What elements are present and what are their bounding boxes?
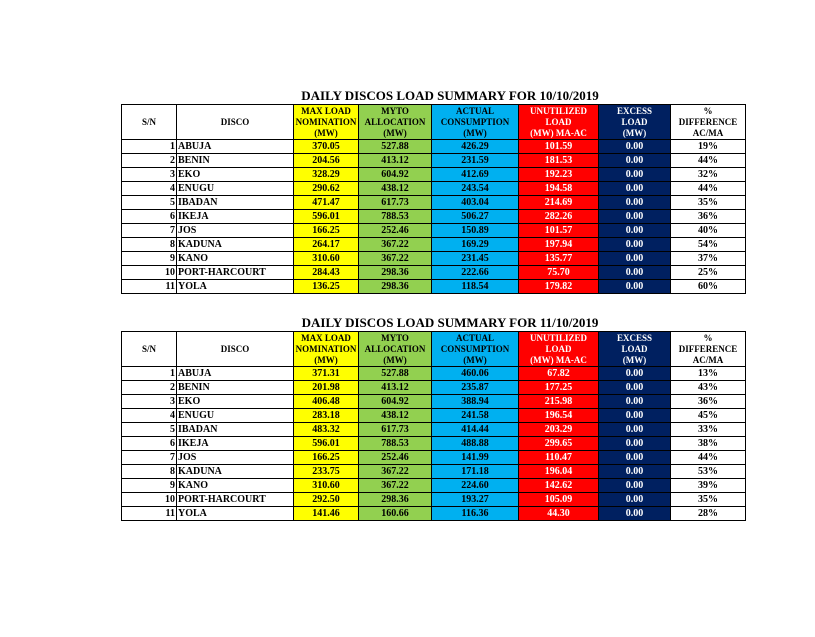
cell-disco: KADUNA [177, 465, 294, 479]
cell-max-load: 166.25 [294, 224, 359, 238]
cell-sn: 5 [122, 423, 177, 437]
cell-sn: 8 [122, 238, 177, 252]
cell-sn: 9 [122, 479, 177, 493]
load-summary-table [121, 104, 746, 294]
cell-myto: 604.92 [359, 395, 432, 409]
cell-max-load: 284.43 [294, 266, 359, 280]
cell-actual: 243.54 [432, 182, 519, 196]
cell-max-load: 292.50 [294, 493, 359, 507]
cell-max-load: 483.32 [294, 423, 359, 437]
cell-unutilized: 214.69 [519, 196, 599, 210]
cell-excess: 0.00 [599, 266, 671, 280]
cell-actual: 241.58 [432, 409, 519, 423]
cell-unutilized: 142.62 [519, 479, 599, 493]
cell-pct: 36% [671, 395, 746, 409]
cell-actual: 231.59 [432, 154, 519, 168]
cell-sn: 10 [122, 493, 177, 507]
cell-pct: 44% [671, 182, 746, 196]
table-row [122, 395, 746, 409]
cell-myto: 527.88 [359, 367, 432, 381]
cell-sn: 1 [122, 367, 177, 381]
header-actual: ACTUAL CONSUMPTION (MW) [432, 332, 519, 367]
cell-excess: 0.00 [599, 409, 671, 423]
header-row [122, 332, 746, 367]
cell-max-load: 310.60 [294, 479, 359, 493]
cell-max-load: 141.46 [294, 507, 359, 521]
cell-myto: 252.46 [359, 224, 432, 238]
summary-block-2 [121, 315, 745, 521]
cell-actual: 224.60 [432, 479, 519, 493]
header-actual: ACTUAL CONSUMPTION (MW) [432, 105, 519, 140]
cell-pct: 44% [671, 154, 746, 168]
cell-actual: 426.29 [432, 140, 519, 154]
cell-excess: 0.00 [599, 280, 671, 294]
cell-myto: 788.53 [359, 210, 432, 224]
table-row [122, 423, 746, 437]
cell-max-load: 204.56 [294, 154, 359, 168]
cell-myto: 604.92 [359, 168, 432, 182]
cell-myto: 298.36 [359, 266, 432, 280]
cell-unutilized: 135.77 [519, 252, 599, 266]
cell-sn: 7 [122, 224, 177, 238]
cell-myto: 252.46 [359, 451, 432, 465]
cell-actual: 412.69 [432, 168, 519, 182]
cell-excess: 0.00 [599, 465, 671, 479]
cell-disco: YOLA [177, 507, 294, 521]
cell-max-load: 596.01 [294, 210, 359, 224]
cell-myto: 413.12 [359, 154, 432, 168]
cell-unutilized: 105.09 [519, 493, 599, 507]
cell-pct: 25% [671, 266, 746, 280]
cell-max-load: 370.05 [294, 140, 359, 154]
cell-max-load: 290.62 [294, 182, 359, 196]
cell-actual: 171.18 [432, 465, 519, 479]
cell-unutilized: 192.23 [519, 168, 599, 182]
cell-excess: 0.00 [599, 224, 671, 238]
header-excess: EXCESS LOAD (MW) [599, 332, 671, 367]
cell-disco: KANO [177, 479, 294, 493]
cell-disco: IKEJA [177, 437, 294, 451]
cell-actual: 141.99 [432, 451, 519, 465]
cell-sn: 5 [122, 196, 177, 210]
cell-pct: 38% [671, 437, 746, 451]
cell-max-load: 166.25 [294, 451, 359, 465]
cell-excess: 0.00 [599, 451, 671, 465]
cell-disco: ENUGU [177, 409, 294, 423]
header-unutilized: UNUTILIZED LOAD (MW) MA-AC [519, 332, 599, 367]
header-excess: EXCESS LOAD (MW) [599, 105, 671, 140]
cell-excess: 0.00 [599, 381, 671, 395]
cell-unutilized: 179.82 [519, 280, 599, 294]
cell-excess: 0.00 [599, 507, 671, 521]
cell-pct: 28% [671, 507, 746, 521]
cell-actual: 222.66 [432, 266, 519, 280]
cell-pct: 43% [671, 381, 746, 395]
cell-myto: 413.12 [359, 381, 432, 395]
table-row [122, 266, 746, 280]
table-row [122, 465, 746, 479]
cell-myto: 367.22 [359, 252, 432, 266]
cell-sn: 7 [122, 451, 177, 465]
cell-myto: 438.12 [359, 182, 432, 196]
header-sn: S/N [122, 105, 177, 140]
cell-disco: JOS [177, 451, 294, 465]
cell-sn: 4 [122, 182, 177, 196]
cell-unutilized: 196.04 [519, 465, 599, 479]
table-row [122, 409, 746, 423]
table-row [122, 140, 746, 154]
cell-actual: 506.27 [432, 210, 519, 224]
cell-excess: 0.00 [599, 238, 671, 252]
cell-disco: BENIN [177, 154, 294, 168]
cell-myto: 788.53 [359, 437, 432, 451]
cell-pct: 19% [671, 140, 746, 154]
cell-sn: 11 [122, 507, 177, 521]
header-disco: DISCO [177, 332, 294, 367]
cell-actual: 388.94 [432, 395, 519, 409]
cell-sn: 3 [122, 395, 177, 409]
cell-pct: 39% [671, 479, 746, 493]
cell-pct: 37% [671, 252, 746, 266]
load-summary-table [121, 331, 746, 521]
cell-unutilized: 101.57 [519, 224, 599, 238]
header-max-load: MAX LOAD NOMINATION (MW) [294, 105, 359, 140]
table-row [122, 168, 746, 182]
cell-disco: PORT-HARCOURT [177, 266, 294, 280]
cell-pct: 44% [671, 451, 746, 465]
header-pct: % DIFFERENCE AC/MA [671, 105, 746, 140]
cell-disco: JOS [177, 224, 294, 238]
table-row [122, 507, 746, 521]
table-row [122, 182, 746, 196]
cell-sn: 8 [122, 465, 177, 479]
cell-actual: 414.44 [432, 423, 519, 437]
cell-actual: 235.87 [432, 381, 519, 395]
cell-myto: 617.73 [359, 196, 432, 210]
cell-sn: 2 [122, 381, 177, 395]
table-row [122, 196, 746, 210]
cell-excess: 0.00 [599, 395, 671, 409]
cell-excess: 0.00 [599, 196, 671, 210]
table-row [122, 381, 746, 395]
table-title: DAILY DISCOS LOAD SUMMARY FOR 11/10/2019 [301, 315, 599, 330]
cell-excess: 0.00 [599, 140, 671, 154]
cell-actual: 231.45 [432, 252, 519, 266]
cell-unutilized: 197.94 [519, 238, 599, 252]
cell-actual: 150.89 [432, 224, 519, 238]
cell-pct: 40% [671, 224, 746, 238]
cell-excess: 0.00 [599, 493, 671, 507]
cell-disco: IBADAN [177, 423, 294, 437]
cell-disco: EKO [177, 168, 294, 182]
cell-pct: 53% [671, 465, 746, 479]
cell-max-load: 264.17 [294, 238, 359, 252]
cell-myto: 160.66 [359, 507, 432, 521]
cell-unutilized: 177.25 [519, 381, 599, 395]
cell-pct: 35% [671, 196, 746, 210]
cell-actual: 116.36 [432, 507, 519, 521]
cell-unutilized: 282.26 [519, 210, 599, 224]
cell-max-load: 310.60 [294, 252, 359, 266]
cell-excess: 0.00 [599, 154, 671, 168]
table-row [122, 224, 746, 238]
cell-max-load: 406.48 [294, 395, 359, 409]
cell-max-load: 371.31 [294, 367, 359, 381]
cell-pct: 54% [671, 238, 746, 252]
table-row [122, 210, 746, 224]
cell-pct: 33% [671, 423, 746, 437]
cell-excess: 0.00 [599, 210, 671, 224]
cell-sn: 2 [122, 154, 177, 168]
cell-unutilized: 101.59 [519, 140, 599, 154]
cell-pct: 35% [671, 493, 746, 507]
cell-disco: YOLA [177, 280, 294, 294]
cell-unutilized: 203.29 [519, 423, 599, 437]
header-max-load: MAX LOAD NOMINATION (MW) [294, 332, 359, 367]
cell-max-load: 596.01 [294, 437, 359, 451]
cell-max-load: 233.75 [294, 465, 359, 479]
header-disco: DISCO [177, 105, 294, 140]
cell-disco: BENIN [177, 381, 294, 395]
cell-unutilized: 181.53 [519, 154, 599, 168]
cell-unutilized: 44.30 [519, 507, 599, 521]
cell-disco: ENUGU [177, 182, 294, 196]
cell-sn: 1 [122, 140, 177, 154]
cell-disco: EKO [177, 395, 294, 409]
cell-actual: 488.88 [432, 437, 519, 451]
cell-unutilized: 75.70 [519, 266, 599, 280]
cell-pct: 32% [671, 168, 746, 182]
table-row [122, 252, 746, 266]
cell-disco: IKEJA [177, 210, 294, 224]
cell-disco: ABUJA [177, 367, 294, 381]
cell-myto: 298.36 [359, 493, 432, 507]
table-title: DAILY DISCOS LOAD SUMMARY FOR 10/10/2019 [301, 88, 599, 103]
cell-myto: 367.22 [359, 465, 432, 479]
cell-actual: 193.27 [432, 493, 519, 507]
cell-myto: 298.36 [359, 280, 432, 294]
table-row [122, 479, 746, 493]
table-row [122, 451, 746, 465]
cell-actual: 460.06 [432, 367, 519, 381]
cell-unutilized: 194.58 [519, 182, 599, 196]
cell-pct: 45% [671, 409, 746, 423]
cell-disco: KADUNA [177, 238, 294, 252]
cell-sn: 9 [122, 252, 177, 266]
cell-sn: 11 [122, 280, 177, 294]
cell-disco: KANO [177, 252, 294, 266]
cell-sn: 6 [122, 210, 177, 224]
header-row [122, 105, 746, 140]
cell-max-load: 283.18 [294, 409, 359, 423]
table-row [122, 493, 746, 507]
cell-excess: 0.00 [599, 437, 671, 451]
table-row [122, 437, 746, 451]
cell-myto: 367.22 [359, 238, 432, 252]
cell-max-load: 471.47 [294, 196, 359, 210]
cell-excess: 0.00 [599, 423, 671, 437]
cell-max-load: 136.25 [294, 280, 359, 294]
cell-disco: PORT-HARCOURT [177, 493, 294, 507]
cell-sn: 6 [122, 437, 177, 451]
header-myto: MYTO ALLOCATION (MW) [359, 105, 432, 140]
cell-unutilized: 299.65 [519, 437, 599, 451]
cell-unutilized: 215.98 [519, 395, 599, 409]
cell-sn: 10 [122, 266, 177, 280]
cell-unutilized: 110.47 [519, 451, 599, 465]
cell-unutilized: 67.82 [519, 367, 599, 381]
table-row [122, 154, 746, 168]
cell-pct: 60% [671, 280, 746, 294]
table-row [122, 280, 746, 294]
cell-actual: 403.04 [432, 196, 519, 210]
cell-myto: 527.88 [359, 140, 432, 154]
cell-actual: 169.29 [432, 238, 519, 252]
header-unutilized: UNUTILIZED LOAD (MW) MA-AC [519, 105, 599, 140]
cell-pct: 36% [671, 210, 746, 224]
cell-excess: 0.00 [599, 252, 671, 266]
cell-excess: 0.00 [599, 182, 671, 196]
cell-excess: 0.00 [599, 367, 671, 381]
cell-unutilized: 196.54 [519, 409, 599, 423]
cell-actual: 118.54 [432, 280, 519, 294]
header-pct: % DIFFERENCE AC/MA [671, 332, 746, 367]
cell-myto: 367.22 [359, 479, 432, 493]
cell-myto: 438.12 [359, 409, 432, 423]
table-body [122, 140, 746, 294]
cell-sn: 4 [122, 409, 177, 423]
header-myto: MYTO ALLOCATION (MW) [359, 332, 432, 367]
cell-disco: IBADAN [177, 196, 294, 210]
cell-disco: ABUJA [177, 140, 294, 154]
cell-sn: 3 [122, 168, 177, 182]
cell-max-load: 328.29 [294, 168, 359, 182]
table-body [122, 367, 746, 521]
cell-max-load: 201.98 [294, 381, 359, 395]
cell-pct: 13% [671, 367, 746, 381]
table-row [122, 367, 746, 381]
cell-myto: 617.73 [359, 423, 432, 437]
header-sn: S/N [122, 332, 177, 367]
cell-excess: 0.00 [599, 479, 671, 493]
summary-block-1 [121, 88, 745, 294]
table-row [122, 238, 746, 252]
cell-excess: 0.00 [599, 168, 671, 182]
